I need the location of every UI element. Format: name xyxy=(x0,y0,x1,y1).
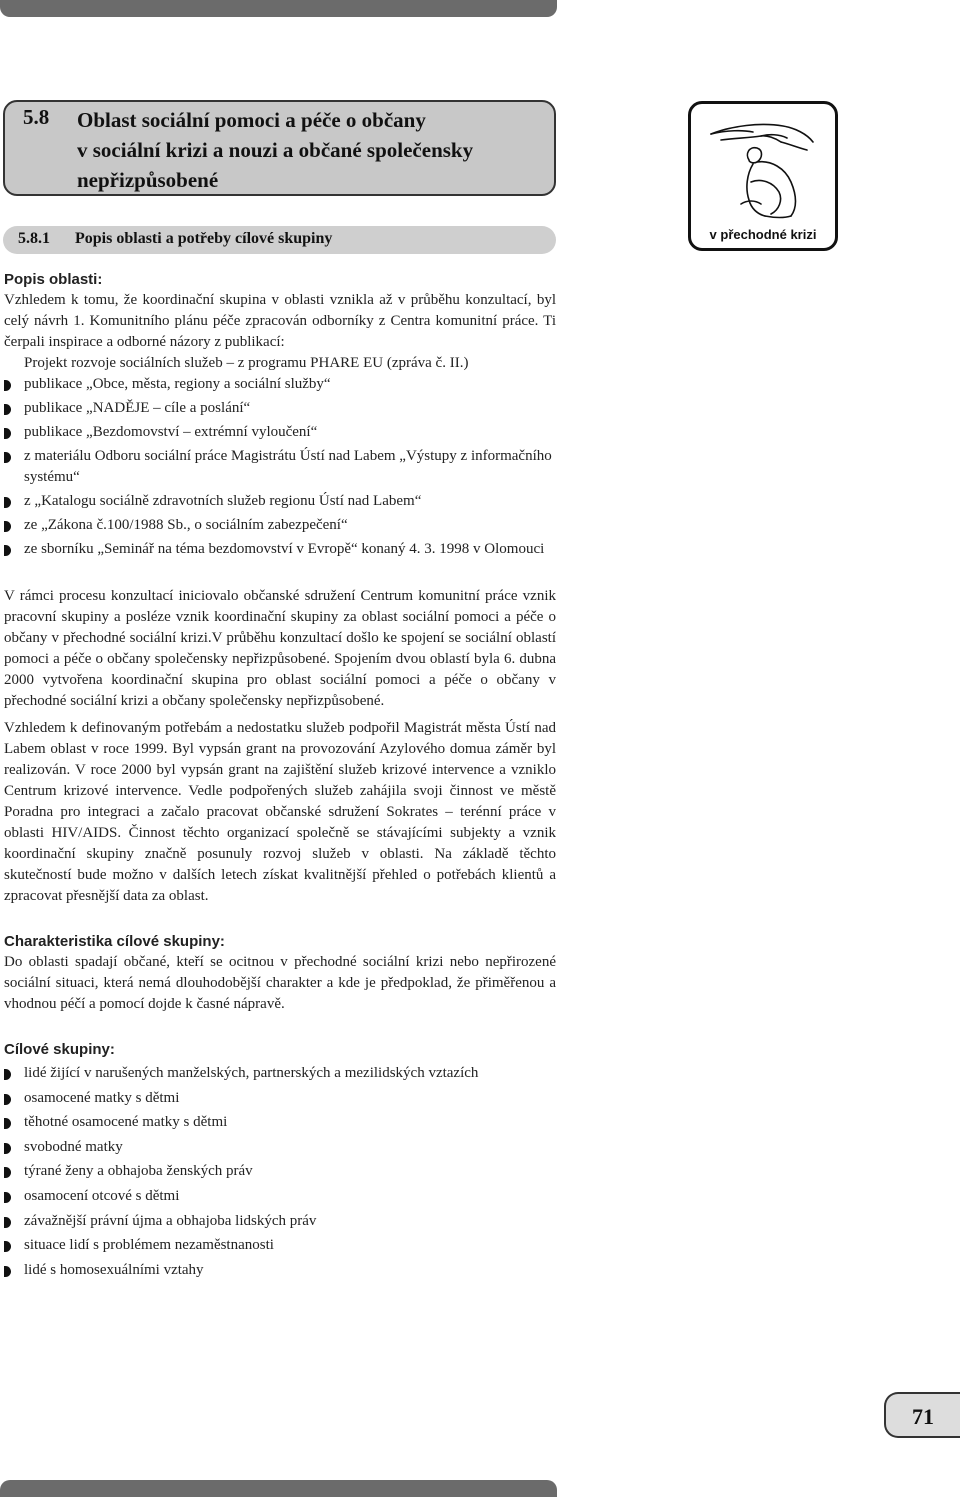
first-source: Projekt rozvoje sociálních služeb – z programu PHARE EU (zpráva č. II.) xyxy=(24,355,469,371)
paragraph: Vzhledem k definovaným potřebám a nedostatku služeb podpořil Magistrát města Ústí nad Labem oblast v roce 1999. Byl vypsán grant na provozování Azylového domua záměr byl realizován. V roce 2000 byl vypsán grant na zajištění služeb krizové intervence a vzniklo Centrum krizové intervence. Vedle podpořených služeb zahájila svoji činnost ve městě Poradna pro integraci a začalo pracovat občanské sdružení Sokrates – terénní práce v oblasti HIV/AIDS. Činnost těchto organizací společně se stávajícími subjekty a vznik koordinační skupiny značně posunuly rozvoj služeb v oblasti. Na základě těchto skutečností bude možno v dalších letech získat kvalitnější přehled o potřebách klientů a zpracovat přesnější data za oblast. xyxy=(4,720,556,904)
top-decor-bar xyxy=(0,0,557,17)
subsection-number: 5.8.1 xyxy=(18,230,50,247)
section-title-box xyxy=(3,100,556,196)
section-number: 5.8 xyxy=(23,105,50,129)
charakteristika-heading: Charakteristika cílové skupiny: xyxy=(4,933,225,950)
subsection-title: Popis oblasti a potřeby cílové skupiny xyxy=(75,230,333,247)
section-title xyxy=(77,105,473,195)
list-item: svobodné matky xyxy=(4,1137,556,1158)
list-item: závažnější právní újma a obhajoba lidských práv xyxy=(4,1211,556,1232)
list-item: z materiálu Odboru sociální práce Magistrátu Ústí nad Labem „Výstupy z informačního systému“ xyxy=(4,446,556,488)
list-item: lidé s homosexuálními vztahy xyxy=(4,1260,556,1281)
list-item: publikace „Obce, města, regiony a sociální služby“ xyxy=(4,374,556,395)
page-number: 71 xyxy=(912,1404,934,1429)
popis-intro: Vzhledem k tomu, že koordinační skupina v oblasti vznikla až v průběhu konzultací, byl celý návrh 1. Komunitního plánu péče zpracován odborníky z Centra komunitní práce. Ti čerpali inspirace a odborné názory z publikací: xyxy=(4,292,556,350)
logo-caption: v přechodné krizi xyxy=(709,227,817,242)
list-item: lidé žijící v narušených manželských, partnerských a mezilidských vztazích xyxy=(4,1063,556,1084)
cilove-heading: Cílové skupiny: xyxy=(4,1041,115,1058)
list-item: ze sborníku „Seminář na téma bezdomovství v Evropě“ konaný 4. 3. 1998 v Olomouci xyxy=(4,539,556,560)
sources-list xyxy=(4,374,556,560)
popis-heading: Popis oblasti: xyxy=(4,271,103,288)
page-number-box xyxy=(884,1392,960,1438)
section-title-line: v sociální krizi a nouzi a občané společensky xyxy=(77,138,474,162)
target-groups-list xyxy=(4,1063,556,1281)
list-item: osamocené matky s dětmi xyxy=(4,1088,556,1109)
paragraph: V rámci procesu konzultací iniciovalo občanské sdružení Centrum komunitní práce vznik pracovní skupiny a posléze vznik koordinační skupiny za oblast sociální pomoci a péče o občany v přechodné sociální krizi.V průběhu konzultací došlo ke spojení se sociální oblastí pomoci a péče o občany společensky nepřizpůsobené. Spojením dvou oblastí byla 6. dubna 2000 vytvořena koordinační skupina pro oblast sociální pomoci a péče o občany v přechodné sociální krizi a občany společensky nepřizpůsobené. xyxy=(4,588,556,709)
crisis-logo xyxy=(688,101,838,251)
main-content xyxy=(4,269,556,1284)
charakteristika-text: Do oblasti spadají občané, kteří se ocitnou v přechodné sociální krizi nebo nepřirozené sociální situaci, která nemá dlouhodobější charakter a kde je předpoklad, že přiměřenou a vhodnou péčí a pomocí dojde k časné nápravě. xyxy=(4,954,556,1012)
list-item: těhotné osamocené matky s dětmi xyxy=(4,1112,556,1133)
list-item: ze „Zákona č.100/1988 Sb., o sociálním zabezpečení“ xyxy=(4,515,556,536)
list-item: osamocení otcové s dětmi xyxy=(4,1186,556,1207)
list-item: publikace „Bezdomovství – extrémní vyloučení“ xyxy=(4,422,556,443)
person-hand-icon xyxy=(691,104,835,224)
list-item: situace lidí s problémem nezaměstnanosti xyxy=(4,1235,556,1256)
section-title-line: Oblast sociální pomoci a péče o občany xyxy=(77,108,426,132)
list-item: publikace „NADĚJE – cíle a poslání“ xyxy=(4,398,556,419)
bottom-decor-bar xyxy=(0,1480,557,1497)
subsection-title-box xyxy=(3,226,556,254)
section-title-line: nepřizpůsobené xyxy=(77,168,219,192)
list-item: týrané ženy a obhajoba ženských práv xyxy=(4,1161,556,1182)
list-item: z „Katalogu sociálně zdravotních služeb regionu Ústí nad Labem“ xyxy=(4,491,556,512)
